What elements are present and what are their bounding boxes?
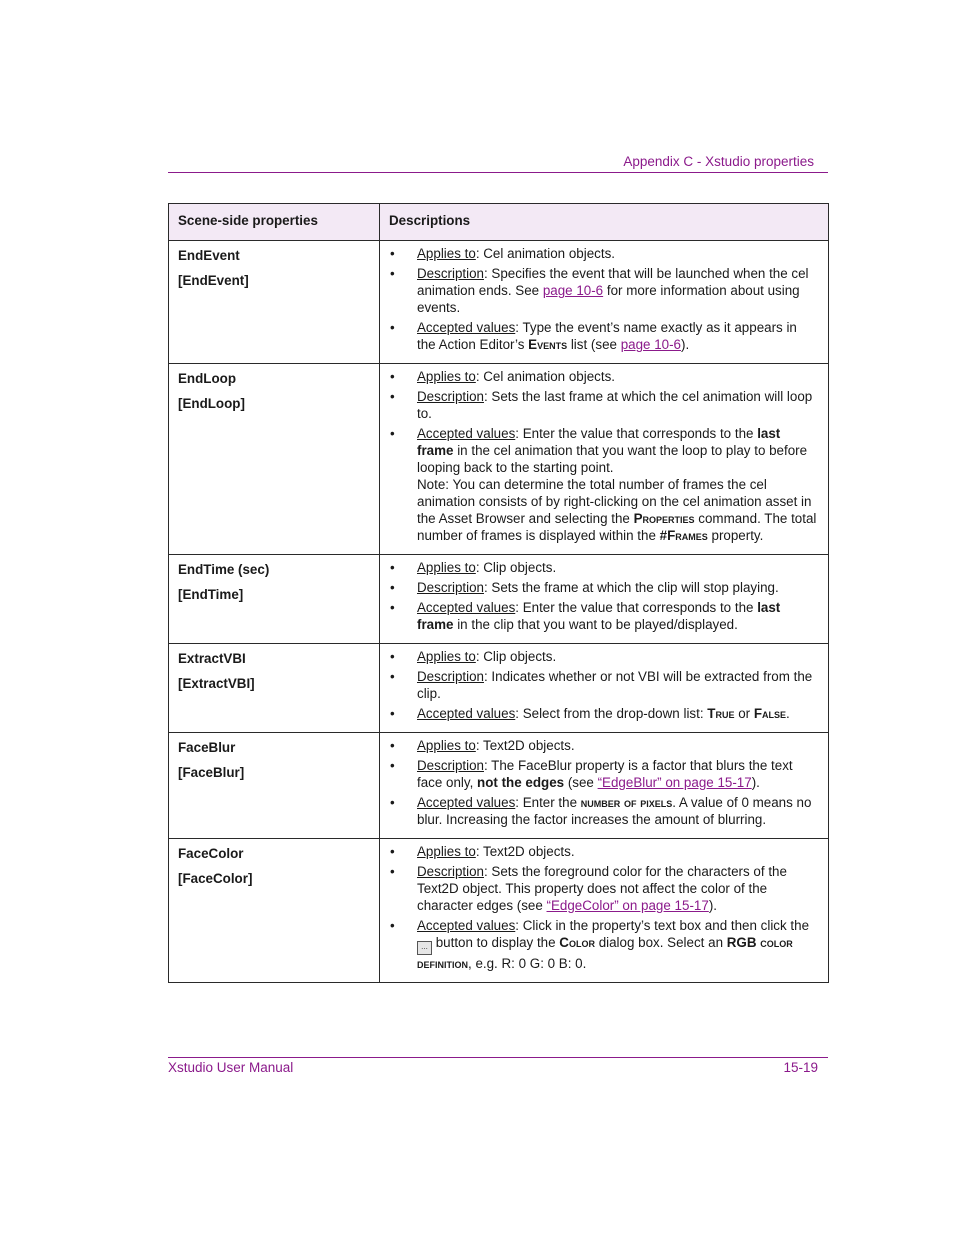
accepted-text: : Type the event’s name exactly as it appears in the Action Editor’s	[417, 320, 797, 352]
property-cell	[169, 644, 380, 733]
list-item	[389, 757, 818, 791]
page-link[interactable]: page 10-6	[542, 283, 604, 298]
property-cell	[169, 733, 380, 839]
property-name: FaceBlur	[178, 740, 236, 755]
description-cell	[380, 364, 829, 555]
table-row	[169, 839, 829, 983]
description-label: Description	[417, 389, 484, 404]
ui-term: #Frames	[659, 528, 708, 543]
accepted-text: . A value of 0 means no blur. Increasing the factor increases the amount of blurring.	[417, 795, 812, 827]
property-cell	[169, 241, 380, 364]
accepted-label: Accepted values	[417, 600, 516, 615]
accepted-text: : Enter the value that corresponds to the	[515, 600, 758, 615]
description-label: Description	[417, 864, 484, 879]
cross-reference-link[interactable]: “EdgeBlur” on page 15-17	[597, 775, 752, 790]
accepted-text: dialog box. Select an	[594, 935, 727, 950]
note-text: property.	[707, 528, 764, 543]
accepted-text: , e.g. R: 0 G: 0 B: 0.	[468, 956, 587, 971]
table-header-row	[169, 204, 829, 241]
list-item	[389, 425, 818, 544]
ui-term: False	[753, 706, 787, 721]
list-item	[389, 794, 818, 828]
description-text: : Sets the frame at which the clip will stop playing.	[483, 580, 779, 595]
property-cell	[169, 364, 380, 555]
description-text: : Sets the last frame at which the cel animation will loop to.	[417, 389, 813, 421]
description-cell	[380, 241, 829, 364]
emphasis-text: last frame	[417, 426, 781, 458]
table-row	[169, 241, 829, 364]
property-key: [FaceColor]	[178, 871, 253, 886]
ui-term: number of pixels	[580, 795, 673, 810]
description-label: Description	[417, 758, 484, 773]
table-row	[169, 555, 829, 644]
footer-divider	[168, 1057, 828, 1058]
description-text: ).	[708, 898, 717, 913]
applies-label: Applies to	[417, 844, 476, 859]
emphasis-text: RGB	[726, 935, 757, 950]
page-number: 15-19	[783, 1060, 818, 1075]
accepted-label: Accepted values	[417, 795, 516, 810]
ellipsis-button-icon: ...	[417, 941, 432, 955]
description-cell	[380, 733, 829, 839]
list-item	[389, 863, 818, 914]
description-label: Description	[417, 266, 484, 281]
accepted-text: .	[786, 706, 790, 721]
property-name: FaceColor	[178, 846, 244, 861]
applies-label: Applies to	[417, 369, 476, 384]
applies-text: : Text2D objects.	[475, 738, 575, 753]
property-name: EndEvent	[178, 248, 240, 263]
property-name: EndLoop	[178, 371, 237, 386]
list-item	[389, 265, 818, 316]
description-label: Description	[417, 580, 484, 595]
ui-term: color definition	[417, 935, 793, 971]
note-text: command. The total number of frames is displayed within the	[417, 511, 817, 543]
applies-text: : Clip objects.	[475, 649, 557, 664]
accepted-text: in the cel animation that you want the loop to play to before looping back to the starting point.	[417, 443, 808, 475]
footer-title: Xstudio User Manual	[168, 1060, 294, 1075]
emphasis-text: not the edges	[477, 775, 565, 790]
applies-label: Applies to	[417, 649, 476, 664]
header-divider	[168, 172, 828, 173]
page-link[interactable]: page 10-6	[620, 337, 681, 352]
description-text: : Sets the foreground color for the characters of the Text2D object. This property does not affect the color of the character edges (see	[417, 864, 787, 913]
property-name: ExtractVBI	[178, 651, 246, 666]
column-header-properties: Scene-side properties	[169, 204, 380, 241]
table-row	[169, 364, 829, 555]
accepted-text: : Click in the property’s text box and then click the	[515, 918, 810, 933]
accepted-text: button to display the	[432, 935, 560, 950]
emphasis-text: last frame	[417, 600, 781, 632]
description-text: : Specifies the event that will be launched when the cel animation ends. See	[417, 266, 809, 298]
property-name: EndTime (sec)	[178, 562, 270, 577]
description-text: ).	[751, 775, 760, 790]
ui-term: Events	[528, 337, 568, 352]
list-item	[389, 388, 818, 422]
description-text: (see	[564, 775, 598, 790]
applies-text: : Text2D objects.	[475, 844, 575, 859]
applies-label: Applies to	[417, 738, 476, 753]
accepted-text: list (see	[567, 337, 621, 352]
table-row	[169, 644, 829, 733]
property-cell	[169, 555, 380, 644]
description-text: for more information about using events.	[417, 283, 800, 315]
list-item	[389, 705, 818, 722]
description-cell	[380, 555, 829, 644]
property-key: [ExtractVBI]	[178, 676, 255, 691]
accepted-text: : Enter the	[515, 795, 581, 810]
list-item	[389, 368, 818, 385]
applies-text: : Cel animation objects.	[475, 246, 615, 261]
ui-term: Color	[559, 935, 595, 950]
description-cell	[380, 839, 829, 983]
property-key: [EndLoop]	[178, 396, 245, 411]
list-item	[389, 668, 818, 702]
list-item	[389, 319, 818, 353]
description-cell	[380, 644, 829, 733]
accepted-text: in the clip that you want to be played/displayed.	[453, 617, 738, 632]
ui-term: Properties	[633, 511, 695, 526]
accepted-label: Accepted values	[417, 320, 516, 335]
column-header-descriptions: Descriptions	[380, 204, 829, 241]
list-item	[389, 648, 818, 665]
cross-reference-link[interactable]: “EdgeColor” on page 15-17	[546, 898, 709, 913]
properties-table	[168, 203, 829, 983]
accepted-label: Accepted values	[417, 918, 516, 933]
table-row	[169, 733, 829, 839]
list-item	[389, 843, 818, 860]
accepted-label: Accepted values	[417, 706, 516, 721]
property-key: [FaceBlur]	[178, 765, 245, 780]
list-item	[389, 245, 818, 262]
list-item	[389, 579, 818, 596]
list-item	[389, 917, 818, 972]
applies-text: : Cel animation objects.	[475, 369, 615, 384]
property-cell	[169, 839, 380, 983]
list-item	[389, 599, 818, 633]
accepted-text: or	[734, 706, 754, 721]
accepted-text: ).	[681, 337, 690, 352]
description-label: Description	[417, 669, 484, 684]
running-header: Appendix C - Xstudio properties	[623, 154, 814, 169]
description-text: : The FaceBlur property is a factor that blurs the text face only,	[417, 758, 793, 790]
applies-text: : Clip objects.	[475, 560, 557, 575]
applies-label: Applies to	[417, 246, 476, 261]
note-text: Note: You can determine the total number of frames the cel animation consists of by right-clicking on the cel animation asset in the Asset Browser and selecting the	[417, 477, 812, 526]
list-item	[389, 737, 818, 754]
property-key: [EndTime]	[178, 587, 244, 602]
accepted-text: : Enter the value that corresponds to the	[515, 426, 758, 441]
property-key: [EndEvent]	[178, 273, 249, 288]
ui-term: True	[707, 706, 735, 721]
applies-label: Applies to	[417, 560, 476, 575]
accepted-text: : Select from the drop-down list:	[515, 706, 708, 721]
list-item	[389, 559, 818, 576]
accepted-label: Accepted values	[417, 426, 516, 441]
description-text: : Indicates whether or not VBI will be extracted from the clip.	[417, 669, 813, 701]
